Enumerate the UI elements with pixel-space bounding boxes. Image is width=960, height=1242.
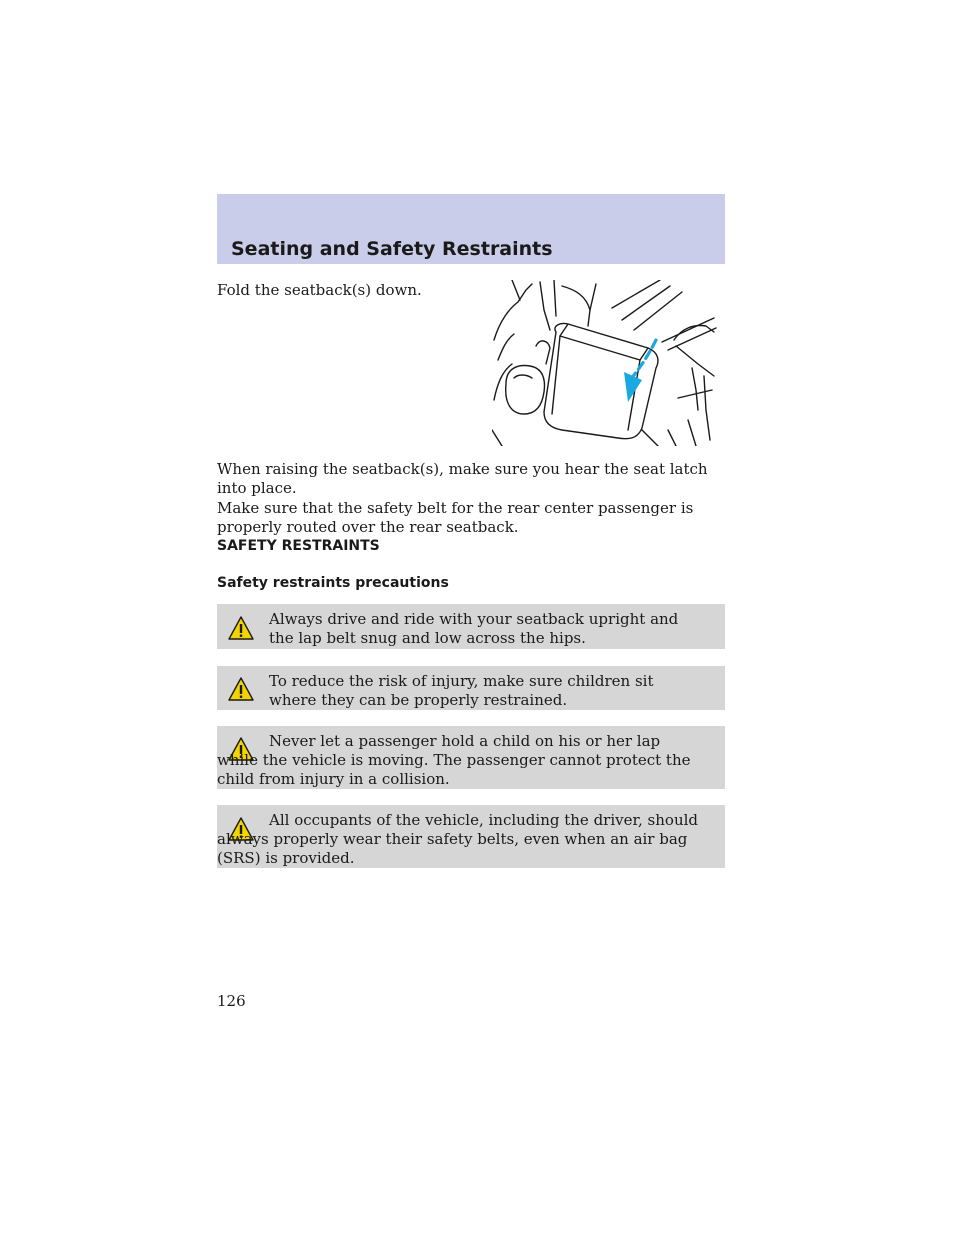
warning-text: All occupants of the vehicle, including the driver, should always properly wear their safety belts, even when an air bag (SRS) is provided. xyxy=(217,811,699,867)
warning-box xyxy=(217,805,725,868)
warning-box xyxy=(217,666,725,710)
subheading-precautions: Safety restraints precautions xyxy=(217,575,449,591)
section-title: Seating and Safety Restraints xyxy=(231,238,553,260)
warning-box xyxy=(217,604,725,649)
warning-text: Always drive and ride with your seatback upright and the lap belt snug and low across the hips. xyxy=(269,610,679,647)
raise-instruction: When raising the seatback(s), make sure you hear the seat latch into place. xyxy=(217,460,708,497)
fold-instruction: Fold the seatback(s) down. xyxy=(217,281,422,299)
warning-text: To reduce the risk of injury, make sure children sit where they can be properly restrained. xyxy=(269,672,654,709)
belt-routing-instruction: Make sure that the safety belt for the rear center passenger is properly routed over the rear seatback. xyxy=(217,499,694,536)
section-header-band xyxy=(217,194,725,264)
page-number: 126 xyxy=(217,992,246,1010)
warning-box xyxy=(217,726,725,789)
section-heading-safety-restraints: SAFETY RESTRAINTS xyxy=(217,538,380,554)
seatback-fold-illustration xyxy=(492,280,717,446)
warning-text: Never let a passenger hold a child on his or her lap while the vehicle is moving. The passenger cannot protect the child from injury in a collision. xyxy=(217,732,691,788)
